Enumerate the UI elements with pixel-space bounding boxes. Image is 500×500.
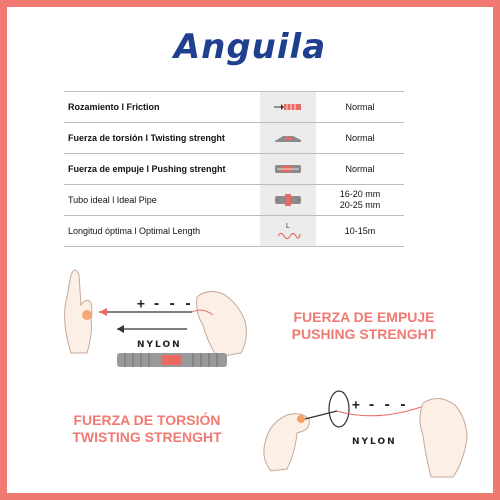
length-icon — [260, 216, 316, 246]
twist-nylon-label: NYLON — [352, 437, 397, 447]
pipe-size-1: 16-20 mm — [339, 189, 381, 199]
brand-logo — [7, 27, 493, 67]
push-title-es: FUERZA DE EMPUJE — [293, 309, 435, 325]
push-icon — [260, 154, 316, 184]
pipe-size-2: 20-25 mm — [339, 200, 381, 210]
row-value: 10-15m — [344, 225, 376, 236]
row-value: Normal — [345, 163, 375, 174]
row-label: Rozamiento l Friction — [68, 102, 160, 112]
push-title — [269, 309, 459, 343]
logo-text: Anguila — [173, 27, 327, 67]
row-label: Fuerza de torsión l Twisting strenght — [68, 133, 225, 143]
twist-signs: + - - - — [352, 398, 407, 413]
row-value — [316, 189, 404, 211]
table-row — [64, 122, 404, 153]
friction-icon — [260, 92, 316, 122]
table-row — [64, 153, 404, 184]
row-value: Normal — [345, 132, 375, 143]
spec-table — [64, 91, 404, 247]
push-signs: + - - - — [137, 297, 192, 312]
twist-title — [47, 412, 247, 446]
push-nylon-label: NYLON — [137, 340, 182, 350]
table-row — [64, 215, 404, 247]
twist-icon — [260, 123, 316, 153]
row-label: Longitud óptima l Optimal Length — [68, 226, 201, 236]
row-value: Normal — [345, 101, 375, 112]
row-label: Tubo ideal l Ideal Pipe — [68, 195, 157, 205]
push-illustration — [57, 257, 267, 387]
pipe-icon — [260, 185, 316, 215]
length-icon-letter: L — [286, 223, 290, 230]
table-row — [64, 184, 404, 215]
push-title-en: PUSHING STRENGHT — [291, 326, 437, 342]
twist-title-en: TWISTING STRENGHT — [72, 429, 222, 445]
twist-title-es: FUERZA DE TORSIÓN — [73, 412, 221, 428]
table-row — [64, 91, 404, 122]
row-label: Fuerza de empuje l Pushing strenght — [68, 164, 226, 174]
